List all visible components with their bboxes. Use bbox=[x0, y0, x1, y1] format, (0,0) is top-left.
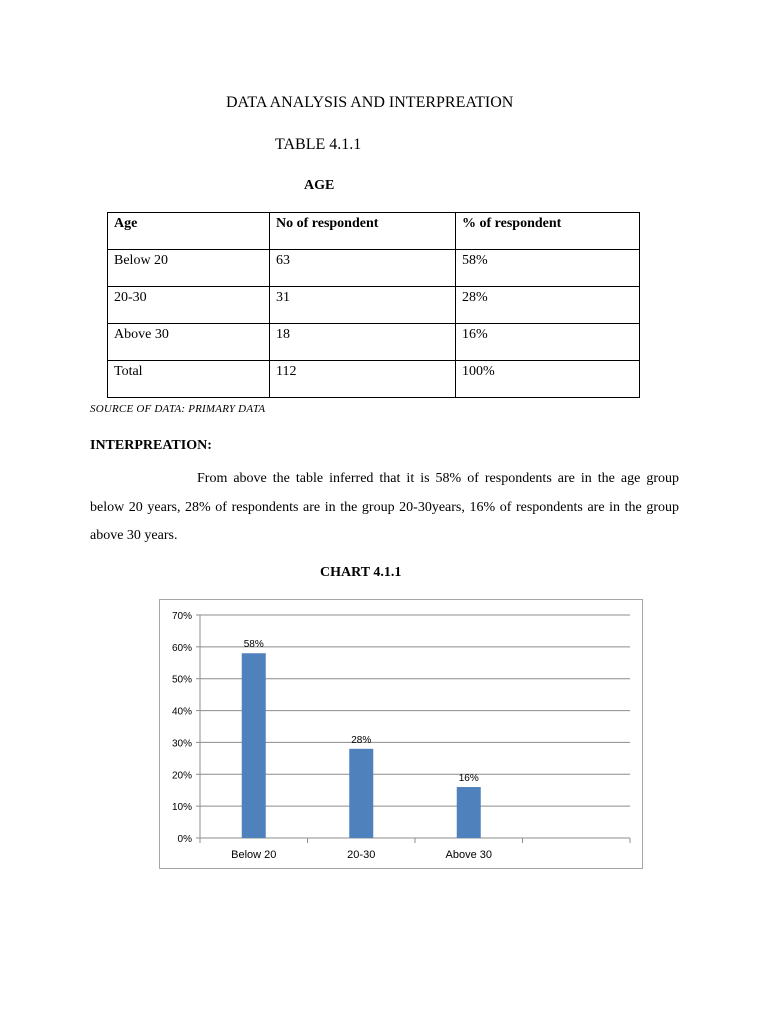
interpretation-heading: INTERPREATION: bbox=[90, 438, 212, 453]
table-title: AGE bbox=[304, 178, 335, 193]
y-tick-label: 10% bbox=[171, 802, 192, 814]
table-header-row bbox=[108, 213, 640, 250]
data-label: 28% bbox=[351, 734, 372, 746]
x-tick-label: Below 20 bbox=[231, 849, 277, 861]
table-row bbox=[108, 250, 640, 287]
table-header-cell: % of respondent bbox=[456, 213, 640, 250]
bar bbox=[349, 749, 373, 838]
y-tick-label: 30% bbox=[171, 738, 192, 750]
y-tick-label: 60% bbox=[171, 642, 192, 654]
chart-frame bbox=[159, 599, 643, 869]
table-cell: Total bbox=[108, 361, 270, 398]
data-label: 58% bbox=[243, 639, 264, 651]
table-caption: TABLE 4.1.1 bbox=[275, 136, 362, 153]
x-tick-label: Above 30 bbox=[445, 849, 492, 861]
data-label: 16% bbox=[458, 773, 479, 785]
table-cell: 16% bbox=[456, 324, 640, 361]
y-tick-label: 50% bbox=[171, 674, 192, 686]
y-tick-label: 0% bbox=[177, 834, 192, 845]
chart-caption: CHART 4.1.1 bbox=[320, 565, 402, 580]
table-header-cell: No of respondent bbox=[270, 213, 456, 250]
table-cell: 31 bbox=[270, 287, 456, 324]
y-tick-label: 70% bbox=[171, 611, 192, 622]
table-cell: 100% bbox=[456, 361, 640, 398]
y-tick-label: 40% bbox=[171, 706, 192, 718]
table-cell: 18 bbox=[270, 324, 456, 361]
table-cell: 112 bbox=[270, 361, 456, 398]
age-table bbox=[107, 212, 640, 398]
y-tick-label: 20% bbox=[171, 770, 192, 782]
page-title: DATA ANALYSIS AND INTERPREATION bbox=[226, 94, 514, 111]
table-cell: Below 20 bbox=[108, 250, 270, 287]
table-cell: 20-30 bbox=[108, 287, 270, 324]
table-row bbox=[108, 287, 640, 324]
x-tick-label: 20-30 bbox=[347, 849, 376, 861]
table-cell: 28% bbox=[456, 287, 640, 324]
bar bbox=[242, 653, 266, 838]
table-cell: 58% bbox=[456, 250, 640, 287]
source-note: SOURCE OF DATA: PRIMARY DATA bbox=[90, 403, 266, 415]
table-cell: Above 30 bbox=[108, 324, 270, 361]
bar-chart bbox=[160, 600, 642, 868]
table-row bbox=[108, 324, 640, 361]
table-row bbox=[108, 361, 640, 398]
bar bbox=[457, 787, 481, 838]
table-cell: 63 bbox=[270, 250, 456, 287]
interpretation-paragraph bbox=[90, 465, 679, 551]
interpretation-text: From above the table inferred that it is 58% of respondents are in the age group below 20 years, 28% of respondents are in the group 20-30years, 16% of respondents are in the group above 30 years. bbox=[90, 471, 679, 543]
table-header-cell: Age bbox=[108, 213, 270, 250]
